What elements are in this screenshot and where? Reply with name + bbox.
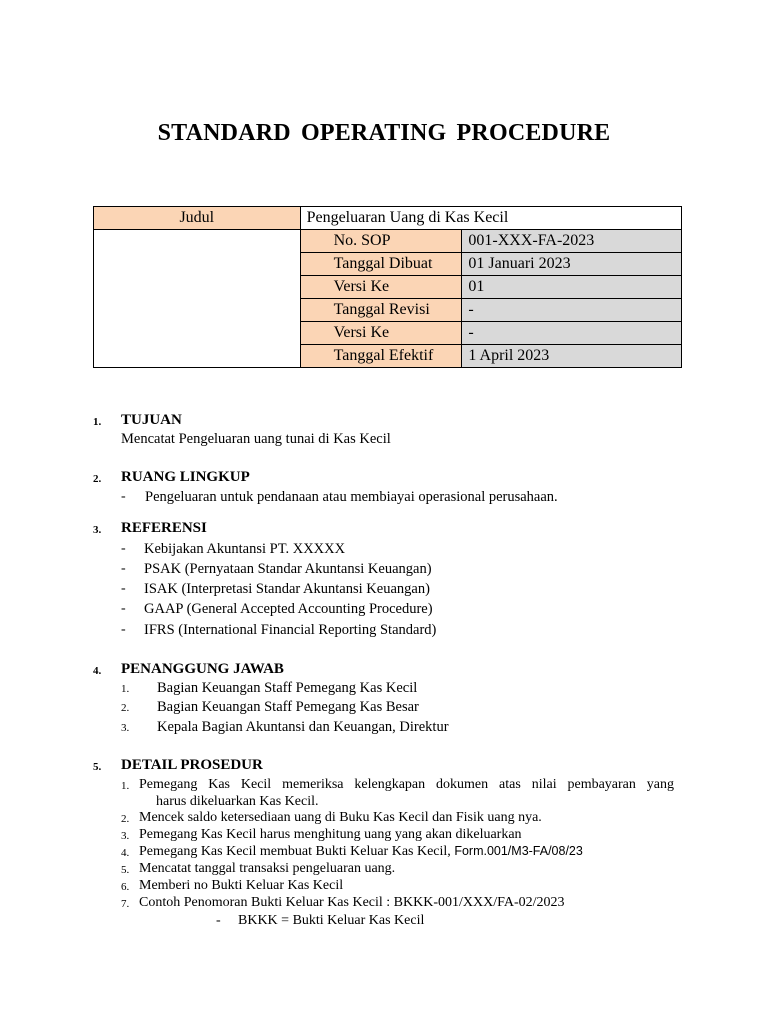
row-value: 1 April 2023 [462,345,682,368]
row-label: Tanggal Dibuat [300,253,462,276]
row-value: - [462,322,682,345]
item-number: 3. [121,722,130,734]
section-number: 1. [93,416,102,428]
section-number: 4. [93,665,102,677]
section-number: 5. [93,761,102,773]
section-heading: REFERENSI [121,520,207,536]
row-value: 001-XXX-FA-2023 [462,230,682,253]
section-heading: RUANG LINGKUP [121,469,250,485]
list-item: Mencatat tanggal transaksi pengeluaran uang. [139,861,396,876]
judul-value: Pengeluaran Uang di Kas Kecil [300,207,681,230]
item-number: 4. [121,847,130,859]
item-number: 2. [121,702,130,714]
item-number: 5. [121,864,130,876]
section-number: 2. [93,473,102,485]
list-item: Bagian Keuangan Staff Pemegang Kas Kecil [157,680,418,696]
row-label: No. SOP [300,230,462,253]
list-item: Mencek saldo ketersediaan uang di Buku Kas Kecil dan Fisik uang nya. [139,810,542,825]
row-label: Tanggal Revisi [300,299,462,322]
row-value: 01 Januari 2023 [462,253,682,276]
list-item: Kebijakan Akuntansi PT. XXXXX [144,541,346,557]
list-item: ISAK (Interpretasi Standar Akuntansi Keuangan) [144,581,430,597]
section-heading: DETAIL PROSEDUR [121,757,263,773]
list-item: Pemegang Kas Kecil harus menghitung uang yang akan dikeluarkan [139,827,522,842]
list-item: Pemegang Kas Kecil membuat Bukti Keluar Kas Kecil, Form.001/M3-FA/08/23 [139,844,583,859]
row-value: - [462,299,682,322]
row-value: 01 [462,276,682,299]
list-item: Bagian Keuangan Staff Pemegang Kas Besar [157,699,419,715]
item-number: 1. [121,780,130,792]
list-item: Contoh Penomoran Bukti Keluar Kas Kecil : BKKK-001/XXX/FA-02/2023 [139,895,565,910]
sop-info-table [93,206,682,368]
list-item: Pemegang Kas Kecil memeriksa kelengkapan dokumen atas nilai pembayaran yang [139,777,674,792]
row-label: Versi Ke [300,276,462,299]
document-title: STANDARD OPERATING PROCEDURE [157,120,611,146]
section-heading: PENANGGUNG JAWAB [121,661,284,677]
list-item: PSAK (Pernyataan Standar Akuntansi Keuangan) [144,561,432,577]
section-heading: TUJUAN [121,412,182,428]
form-number: Form.001/M3-FA/08/23 [454,844,583,858]
list-item: IFRS (International Financial Reporting Standard) [144,622,437,638]
list-item: Pengeluaran untuk pendanaan atau membiayai operasional perusahaan. [145,489,558,505]
list-item-continuation: harus dikeluarkan Kas Kecil. [156,794,319,809]
list-item: Memberi no Bukti Keluar Kas Kecil [139,878,344,893]
section-number: 3. [93,524,102,536]
item-number: 3. [121,830,130,842]
item-number: 7. [121,898,130,910]
section-text: Mencatat Pengeluaran uang tunai di Kas Kecil [121,431,391,447]
row-label: Tanggal Efektif [300,345,462,368]
item-number: 1. [121,683,130,695]
item-number: 2. [121,813,130,825]
list-item: GAAP (General Accepted Accounting Procedure) [144,601,433,617]
list-item: Kepala Bagian Akuntansi dan Keuangan, Direktur [157,719,449,735]
item-number: 6. [121,881,130,893]
sub-item-dash: - [216,913,221,928]
sub-item: BKKK = Bukti Keluar Kas Kecil [238,913,425,928]
logo-area [94,230,301,368]
judul-label: Judul [94,207,301,230]
row-label: Versi Ke [300,322,462,345]
